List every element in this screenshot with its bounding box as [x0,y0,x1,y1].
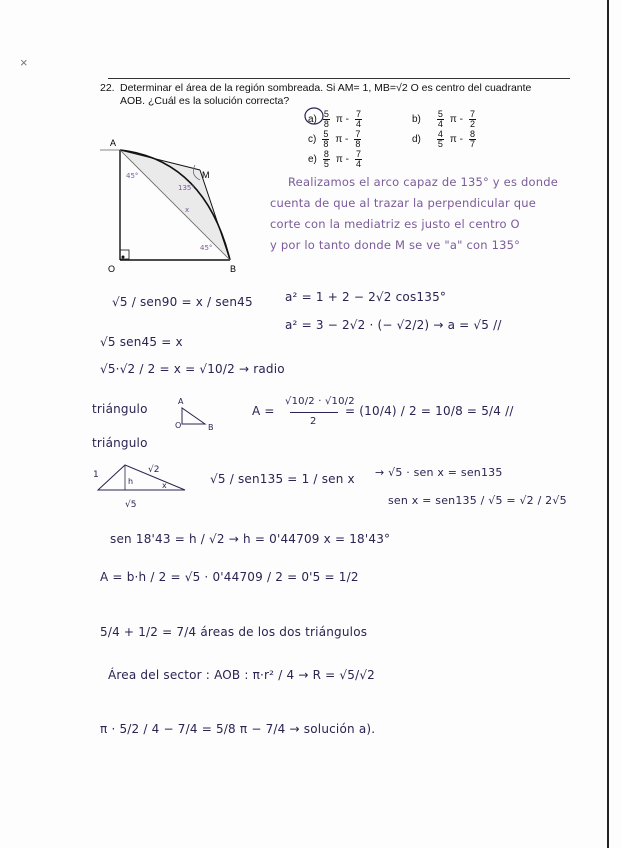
hand-eq-area1-den: 2 [310,416,317,427]
tri2-h: h [128,477,134,486]
option-a-rest: π - [335,114,349,125]
hand-note-line4: y por lo tanto donde M se ve "a" con 135° [270,238,521,252]
hand-eq-sector: Área del sector : AOB : π·r² / 4 → R = √5/√2 [108,668,376,682]
option-e-frac2-num: 7 [355,149,361,159]
tri2-shape [98,465,185,490]
hand-eq-cosine-law: a² = 1 + 2 − 2√2 cos135° [285,290,447,304]
hand-eq-area1-num: √10/2 · √10/2 [285,396,355,407]
hand-eq-radius: √5·√2 / 2 = x = √10/2 → radio [100,362,285,376]
option-b-label: b) [412,114,421,125]
hand-eq-sinx-1: → √5 · sen x = sen135 [375,466,503,479]
label-B: B [230,264,237,274]
hand-tri1-label: triángulo [92,402,148,416]
hand-eq-area1-prefix: A = [252,404,275,418]
option-a-frac2-num: 7 [355,109,361,119]
tri2-side1: 1 [93,470,99,480]
hand-eq-h-value: sen 18'43 = h / √2 → h = 0'44709 x = 18'43° [110,532,391,546]
stray-mark: × [20,55,28,70]
option-e-label: e) [308,154,317,165]
hand-eq-area1-rest: = (10/4) / 2 = 10/8 = 5/4 // [345,404,514,418]
option-c-frac-num: 5 [323,129,329,139]
option-b-frac-den: 4 [437,119,443,129]
option-d-frac-num: 4 [437,129,443,139]
option-b-rest: π - [449,114,463,125]
option-a-label: a) [308,114,317,125]
option-b-frac2-num: 7 [469,109,475,119]
option-e-frac-num: 8 [323,149,329,159]
option-e-rest: π - [335,154,349,165]
hand-eq-solution: π · 5/2 / 4 − 7/4 = 5/8 π − 7/4 → solución a). [100,722,376,736]
option-c-rest: π - [335,134,349,145]
option-c-frac-den: 8 [323,139,329,149]
option-d-frac2-den: 7 [469,139,475,149]
tri2-x: x [162,481,167,490]
tri2-side2: √2 [148,465,160,475]
option-a-frac2-den: 4 [355,119,361,129]
option-e-frac-den: 5 [323,159,329,169]
hand-eq-sine-law-2: √5 / sen135 = 1 / sen x [210,472,355,486]
problem-number: 22. [100,82,115,94]
figure-angle-x: x [185,206,190,214]
option-a-frac-den: 8 [323,119,329,129]
hand-note-line3: corte con la mediatriz es justo el centro O [270,217,520,231]
hand-eq-sinx-2: sen x = sen135 / √5 = √2 / 2√5 [388,494,567,507]
tri1-label-O: O [175,421,182,430]
hand-eq-sine-law: √5 / sen90 = x / sen45 [112,295,253,309]
option-d-rest: π - [449,134,463,145]
figure-angle-135: 135° [178,184,195,192]
label-A: A [110,138,117,148]
option-b-frac-num: 5 [437,109,443,119]
option-c-frac2-num: 7 [355,129,361,139]
option-b-frac2-den: 2 [469,119,475,129]
hand-note-line1: Realizamos el arco capaz de 135° y es donde [288,175,558,189]
option-c-label: c) [308,134,317,145]
hand-note-line2: cuenta de que al trazar la perpendicular que [270,196,537,210]
problem-text-line2: AOB. ¿Cuál es la solución correcta? [120,95,290,107]
tri1-label-B: B [208,423,214,432]
label-O: O [108,264,116,274]
label-M: M [202,170,210,180]
option-d-frac2-num: 8 [469,129,475,139]
option-d-label: d) [412,134,421,145]
hand-eq-x: √5 sen45 = x [100,335,183,349]
option-d-frac-den: 5 [437,139,443,149]
figure-angle-45-bottom: 45° [200,244,213,252]
hand-eq-sum-areas: 5/4 + 1/2 = 7/4 áreas de los dos triángulos [100,625,368,639]
tri2-base: √5 [125,500,137,510]
hand-eq-area2: A = b·h / 2 = √5 · 0'44709 / 2 = 0'5 = 1/2 [100,570,359,584]
option-e-frac2-den: 4 [355,159,361,169]
hand-tri2-label: triángulo [92,436,148,450]
hand-eq-a-value: a² = 3 − 2√2 · (− √2/2) → a = √5 // [285,318,502,332]
problem-text-line1: Determinar el área de la región sombreada. Si AM= 1, MB=√2 O es centro del cuadrante [120,82,532,94]
figure-angle-45-top: 45° [126,172,139,180]
option-c-frac2-den: 8 [355,139,361,149]
tri1-label-A: A [178,397,184,406]
option-a-frac-num: 5 [323,109,329,119]
